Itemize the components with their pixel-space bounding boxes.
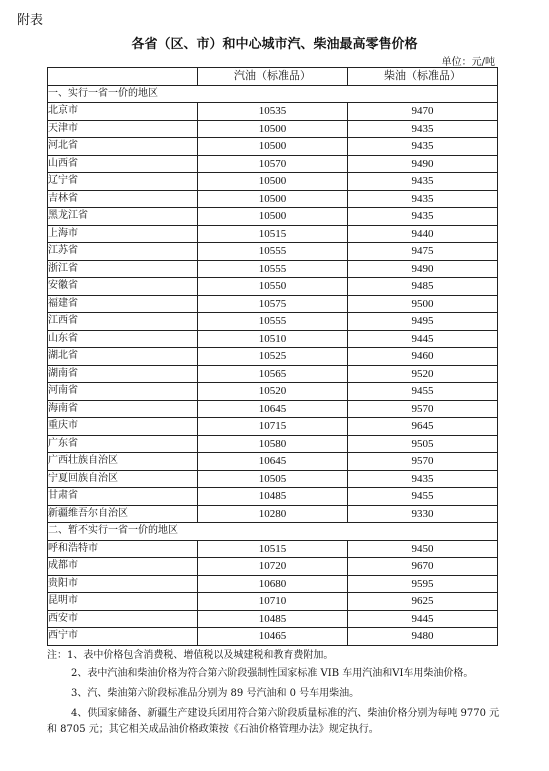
table-row: [48, 243, 498, 261]
table-row: [48, 505, 498, 523]
region-cell: 河南省: [48, 383, 198, 401]
column-header-region: [48, 68, 198, 86]
diesel-price-cell: 9470: [348, 103, 498, 121]
table-row: [48, 260, 498, 278]
table-row: [48, 348, 498, 366]
appendix-label: 附表: [17, 13, 44, 28]
diesel-price-cell: 9595: [348, 575, 498, 593]
table-row: [48, 540, 498, 558]
note-1: 注：1、表中价格包含消费税、增值税以及城建税和教育费附加。: [47, 650, 334, 661]
gasoline-price-cell: 10550: [198, 278, 348, 296]
note-2: 2、表中汽油和柴油价格为符合第六阶段强制性国家标准 VIB 车用汽油和VI车用柴油价格。: [71, 668, 474, 679]
gasoline-price-cell: 10500: [198, 208, 348, 226]
table-row: [48, 278, 498, 296]
diesel-price-cell: 9455: [348, 383, 498, 401]
region-cell: 吉林省: [48, 190, 198, 208]
diesel-price-cell: 9435: [348, 138, 498, 156]
gasoline-price-cell: 10580: [198, 435, 348, 453]
gasoline-price-cell: 10555: [198, 243, 348, 261]
diesel-price-cell: 9455: [348, 488, 498, 506]
table-row: [48, 383, 498, 401]
page-title: 各省（区、市）和中心城市汽、柴油最高零售价格: [131, 37, 418, 52]
diesel-price-cell: 9670: [348, 558, 498, 576]
diesel-price-cell: 9645: [348, 418, 498, 436]
region-cell: 天津市: [48, 120, 198, 138]
region-cell: 安徽省: [48, 278, 198, 296]
table-row: [48, 120, 498, 138]
gasoline-price-cell: 10680: [198, 575, 348, 593]
diesel-price-cell: 9505: [348, 435, 498, 453]
diesel-price-cell: 9440: [348, 225, 498, 243]
table-row: [48, 453, 498, 471]
table-header-row: [48, 68, 498, 86]
diesel-price-cell: 9485: [348, 278, 498, 296]
region-cell: 福建省: [48, 295, 198, 313]
table-row: [48, 225, 498, 243]
table-row: [48, 208, 498, 226]
diesel-price-cell: 9435: [348, 208, 498, 226]
unit-label: 单位：元/吨: [441, 57, 495, 68]
region-cell: 广西壮族自治区: [48, 453, 198, 471]
gasoline-price-cell: 10500: [198, 138, 348, 156]
region-cell: 宁夏回族自治区: [48, 470, 198, 488]
gasoline-price-cell: 10555: [198, 260, 348, 278]
region-cell: 黑龙江省: [48, 208, 198, 226]
diesel-price-cell: 9460: [348, 348, 498, 366]
diesel-price-cell: 9495: [348, 313, 498, 331]
diesel-price-cell: 9435: [348, 470, 498, 488]
gasoline-price-cell: 10570: [198, 155, 348, 173]
diesel-price-cell: 9475: [348, 243, 498, 261]
table-row: [48, 610, 498, 628]
table-row: [48, 628, 498, 646]
table-row: [48, 575, 498, 593]
region-cell: 北京市: [48, 103, 198, 121]
section-row: [48, 85, 498, 103]
table-row: [48, 190, 498, 208]
table-row: [48, 418, 498, 436]
gasoline-price-cell: 10525: [198, 348, 348, 366]
gasoline-price-cell: 10465: [198, 628, 348, 646]
region-cell: 昆明市: [48, 593, 198, 611]
gasoline-price-cell: 10535: [198, 103, 348, 121]
diesel-price-cell: 9435: [348, 173, 498, 191]
gasoline-price-cell: 10645: [198, 453, 348, 471]
region-cell: 重庆市: [48, 418, 198, 436]
region-cell: 辽宁省: [48, 173, 198, 191]
gasoline-price-cell: 10485: [198, 488, 348, 506]
table-row: [48, 155, 498, 173]
region-cell: 西安市: [48, 610, 198, 628]
diesel-price-cell: 9500: [348, 295, 498, 313]
region-cell: 湖北省: [48, 348, 198, 366]
diesel-price-cell: 9445: [348, 330, 498, 348]
diesel-price-cell: 9435: [348, 190, 498, 208]
gasoline-price-cell: 10500: [198, 173, 348, 191]
gasoline-price-cell: 10565: [198, 365, 348, 383]
gasoline-price-cell: 10485: [198, 610, 348, 628]
diesel-price-cell: 9450: [348, 540, 498, 558]
table-body: [48, 85, 498, 645]
gasoline-price-cell: 10720: [198, 558, 348, 576]
table-row: [48, 400, 498, 418]
region-cell: 浙江省: [48, 260, 198, 278]
notes: [47, 648, 507, 742]
table-row: [48, 470, 498, 488]
gasoline-price-cell: 10710: [198, 593, 348, 611]
diesel-price-cell: 9520: [348, 365, 498, 383]
diesel-price-cell: 9480: [348, 628, 498, 646]
region-cell: 山西省: [48, 155, 198, 173]
table-row: [48, 313, 498, 331]
gasoline-price-cell: 10500: [198, 120, 348, 138]
gasoline-price-cell: 10715: [198, 418, 348, 436]
table-row: [48, 138, 498, 156]
region-cell: 山东省: [48, 330, 198, 348]
gasoline-price-cell: 10645: [198, 400, 348, 418]
section-label: 一、实行一省一价的地区: [48, 85, 498, 103]
region-cell: 江苏省: [48, 243, 198, 261]
table-row: [48, 330, 498, 348]
gasoline-price-cell: 10510: [198, 330, 348, 348]
table-row: [48, 593, 498, 611]
region-cell: 湖南省: [48, 365, 198, 383]
gasoline-price-cell: 10515: [198, 540, 348, 558]
price-table: [47, 67, 498, 646]
table-row: [48, 558, 498, 576]
region-cell: 新疆维吾尔自治区: [48, 505, 198, 523]
diesel-price-cell: 9570: [348, 453, 498, 471]
table-row: [48, 488, 498, 506]
region-cell: 江西省: [48, 313, 198, 331]
region-cell: 甘肃省: [48, 488, 198, 506]
gasoline-price-cell: 10505: [198, 470, 348, 488]
table-row: [48, 295, 498, 313]
diesel-price-cell: 9625: [348, 593, 498, 611]
gasoline-price-cell: 10520: [198, 383, 348, 401]
gasoline-price-cell: 10515: [198, 225, 348, 243]
section-label: 二、暂不实行一省一价的地区: [48, 523, 498, 541]
table-row: [48, 173, 498, 191]
diesel-price-cell: 9570: [348, 400, 498, 418]
table-row: [48, 365, 498, 383]
gasoline-price-cell: 10555: [198, 313, 348, 331]
table-row: [48, 103, 498, 121]
note-3: 3、汽、柴油第六阶段标准品分别为 89 号汽油和 0 号车用柴油。: [71, 688, 360, 699]
region-cell: 呼和浩特市: [48, 540, 198, 558]
diesel-price-cell: 9445: [348, 610, 498, 628]
region-cell: 贵阳市: [48, 575, 198, 593]
gasoline-price-cell: 10500: [198, 190, 348, 208]
region-cell: 河北省: [48, 138, 198, 156]
gasoline-price-cell: 10280: [198, 505, 348, 523]
column-header-gasoline: 汽油（标准品）: [198, 68, 348, 86]
diesel-price-cell: 9435: [348, 120, 498, 138]
section-row: [48, 523, 498, 541]
diesel-price-cell: 9490: [348, 155, 498, 173]
region-cell: 西宁市: [48, 628, 198, 646]
diesel-price-cell: 9490: [348, 260, 498, 278]
region-cell: 成都市: [48, 558, 198, 576]
note-4: 4、供国家储备、新疆生产建设兵团用符合第六阶段质量标准的汽、柴油价格分别为每吨 9770 元和 8705 元；其它相关成品油价格政策按《石油价格管理办法》规定执行。: [47, 708, 500, 735]
region-cell: 广东省: [48, 435, 198, 453]
gasoline-price-cell: 10575: [198, 295, 348, 313]
column-header-diesel: 柴油（标准品）: [348, 68, 498, 86]
table-row: [48, 435, 498, 453]
region-cell: 海南省: [48, 400, 198, 418]
diesel-price-cell: 9330: [348, 505, 498, 523]
region-cell: 上海市: [48, 225, 198, 243]
